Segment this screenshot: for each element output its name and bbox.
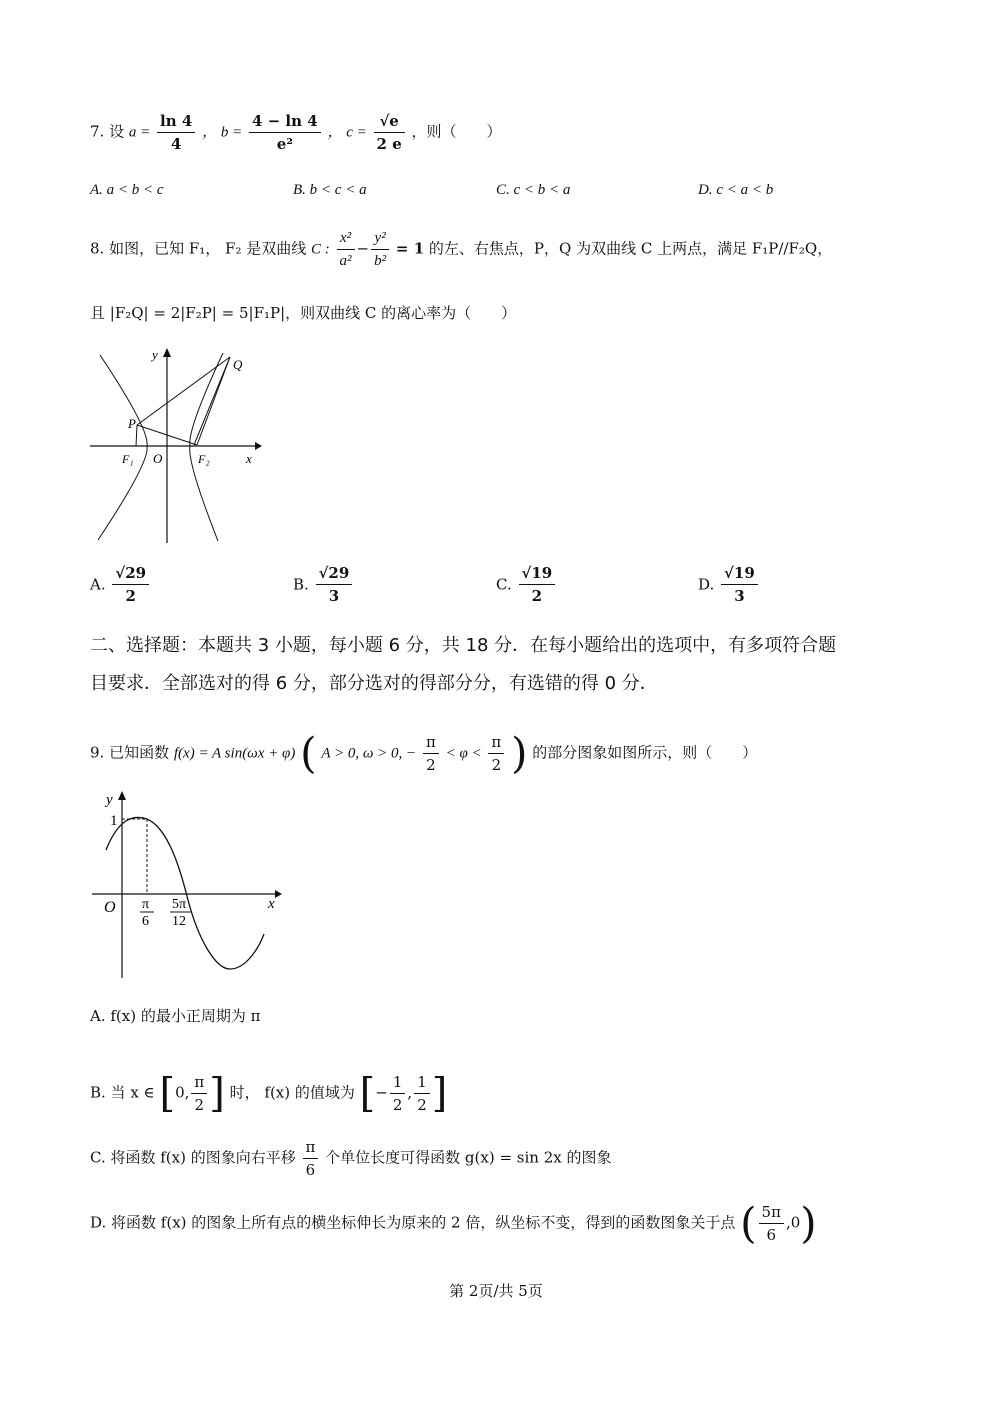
q9-sine-figure — [90, 788, 290, 983]
q7-a-fraction: $\frac{\ln 4}{4}$ — [157, 110, 195, 155]
q9-function: f(x) = A sin(ωx + φ) — [173, 745, 296, 762]
q8-options — [90, 562, 910, 622]
tick-label-5pi-den: 12 — [172, 914, 186, 929]
q8-x-fraction: $\frac{\text{x²}}{\text{a²}}$ — [337, 227, 355, 272]
tick-label-5pi-num: 5π — [172, 897, 187, 912]
q8-stem-line2: 且 |F₂Q| = 2|F₂P| = 5|F₁P|，则双曲线 C 的离心率为（ ） — [90, 304, 517, 322]
figure-label-f2: F₂ — [198, 452, 210, 466]
q8-y-fraction: $\frac{\text{y²}}{\text{b²}}$ — [371, 227, 389, 272]
q9-option-b: B. 当 x ∈ [0, $\frac{\pi}{2}$ ] 时， f(x) 的值域为 [− $\frac{1}{2}$ , $\frac{1}{2}$ ] — [90, 1070, 448, 1117]
q8-option-b: B. $\frac{√29}{3}$ — [293, 562, 354, 607]
q7-c-lhs: ， c = — [327, 124, 367, 141]
q7-prefix: 7. 设 — [90, 122, 125, 141]
q7-stem — [90, 110, 502, 155]
q8-option-c: C. $\frac{√19}{2}$ — [496, 562, 557, 607]
tick-label-pi-den: 6 — [142, 914, 149, 929]
q8-prefix: 8. 如图，已知 F₁， F₂ 是双曲线 — [90, 239, 307, 258]
q8-stem-line1: 8. 如图，已知 F₁， F₂ 是双曲线 C : $\frac{\text{x²}}{\text{a²}}$ − $\frac{\text{y²}}{\text{b²}}$ = 1 的左、右焦点，P，Q 为双曲线 C 上两点，满足 F₁P//F₂Q， — [90, 227, 832, 272]
figure-label-x: x — [268, 896, 275, 912]
q7-a-lhs: a = — [128, 124, 151, 141]
q7-b-lhs: ， b = — [202, 124, 243, 141]
q8-curve-name: C : — [311, 241, 330, 258]
q9-option-c: C. 将函数 f(x) 的图象向右平移 $\frac{\pi}{6}$ 个单位长度可得函数 g(x) = sin 2x 的图象 — [90, 1138, 612, 1179]
figure-label-one: 1 — [110, 813, 118, 829]
tick-label-pi-num: π — [142, 897, 150, 912]
q7-suffix: ，则（ ） — [411, 122, 502, 141]
figure-label-f1: F₁ — [122, 452, 134, 466]
q9-stem: 9. 已知函数 f(x) = A sin(ωx + φ) ( A > 0, ω > 0, − $\frac{\pi}{2}$ < φ < $\frac{\pi}{2}$ ) 的部分图象如图所示，则（ ） — [90, 728, 758, 778]
q7-c-fraction: $\frac{√e}{2 e}$ — [374, 110, 405, 155]
q8-option-d: D. $\frac{√19}{3}$ — [698, 562, 760, 607]
q8-suffix: 的左、右焦点，P，Q 为双曲线 C 上两点，满足 F₁P//F₂Q， — [428, 239, 833, 258]
q9-option-d: D. 将函数 f(x) 的图象上所有点的横坐标伸长为原来的 2 倍，纵坐标不变，得到的函数图象关于点 ( $\frac{5\pi}{6}$ ,0) — [90, 1198, 817, 1248]
figure-label-y: y — [152, 347, 158, 362]
q7-option-d: D. c < a < b — [698, 182, 774, 198]
page-footer: 第 2页/共 5页 — [449, 1282, 543, 1300]
figure-label-q: Q — [233, 357, 243, 372]
q8-equals-one: = 1 — [395, 239, 425, 258]
q7-option-b: B. b < c < a — [293, 182, 367, 198]
figure-label-y: y — [106, 792, 113, 808]
section-2-heading: 二、选择题：本题共 3 小题，每小题 6 分，共 18 分．在每小题给出的选项中，有多项符合题 目要求．全部选对的得 6 分，部分选对的得部分分，有选错的得 0 分． — [90, 635, 837, 694]
q7-option-c: C. c < b < a — [496, 182, 571, 198]
q7-option-a: A. a < b < c — [90, 182, 164, 198]
q8-hyperbola-figure — [90, 345, 270, 545]
figure-label-x: x — [246, 451, 252, 466]
figure-label-origin: O — [153, 451, 163, 466]
q9-option-a: A. f(x) 的最小正周期为 π — [90, 1007, 261, 1025]
q8-option-a: A. $\frac{√29}{2}$ — [90, 562, 151, 607]
figure-label-origin: O — [104, 899, 116, 916]
figure-label-p: P — [128, 416, 136, 431]
q7-b-fraction: $\frac{4 - \ln 4}{\text{e²}}$ — [249, 110, 321, 155]
